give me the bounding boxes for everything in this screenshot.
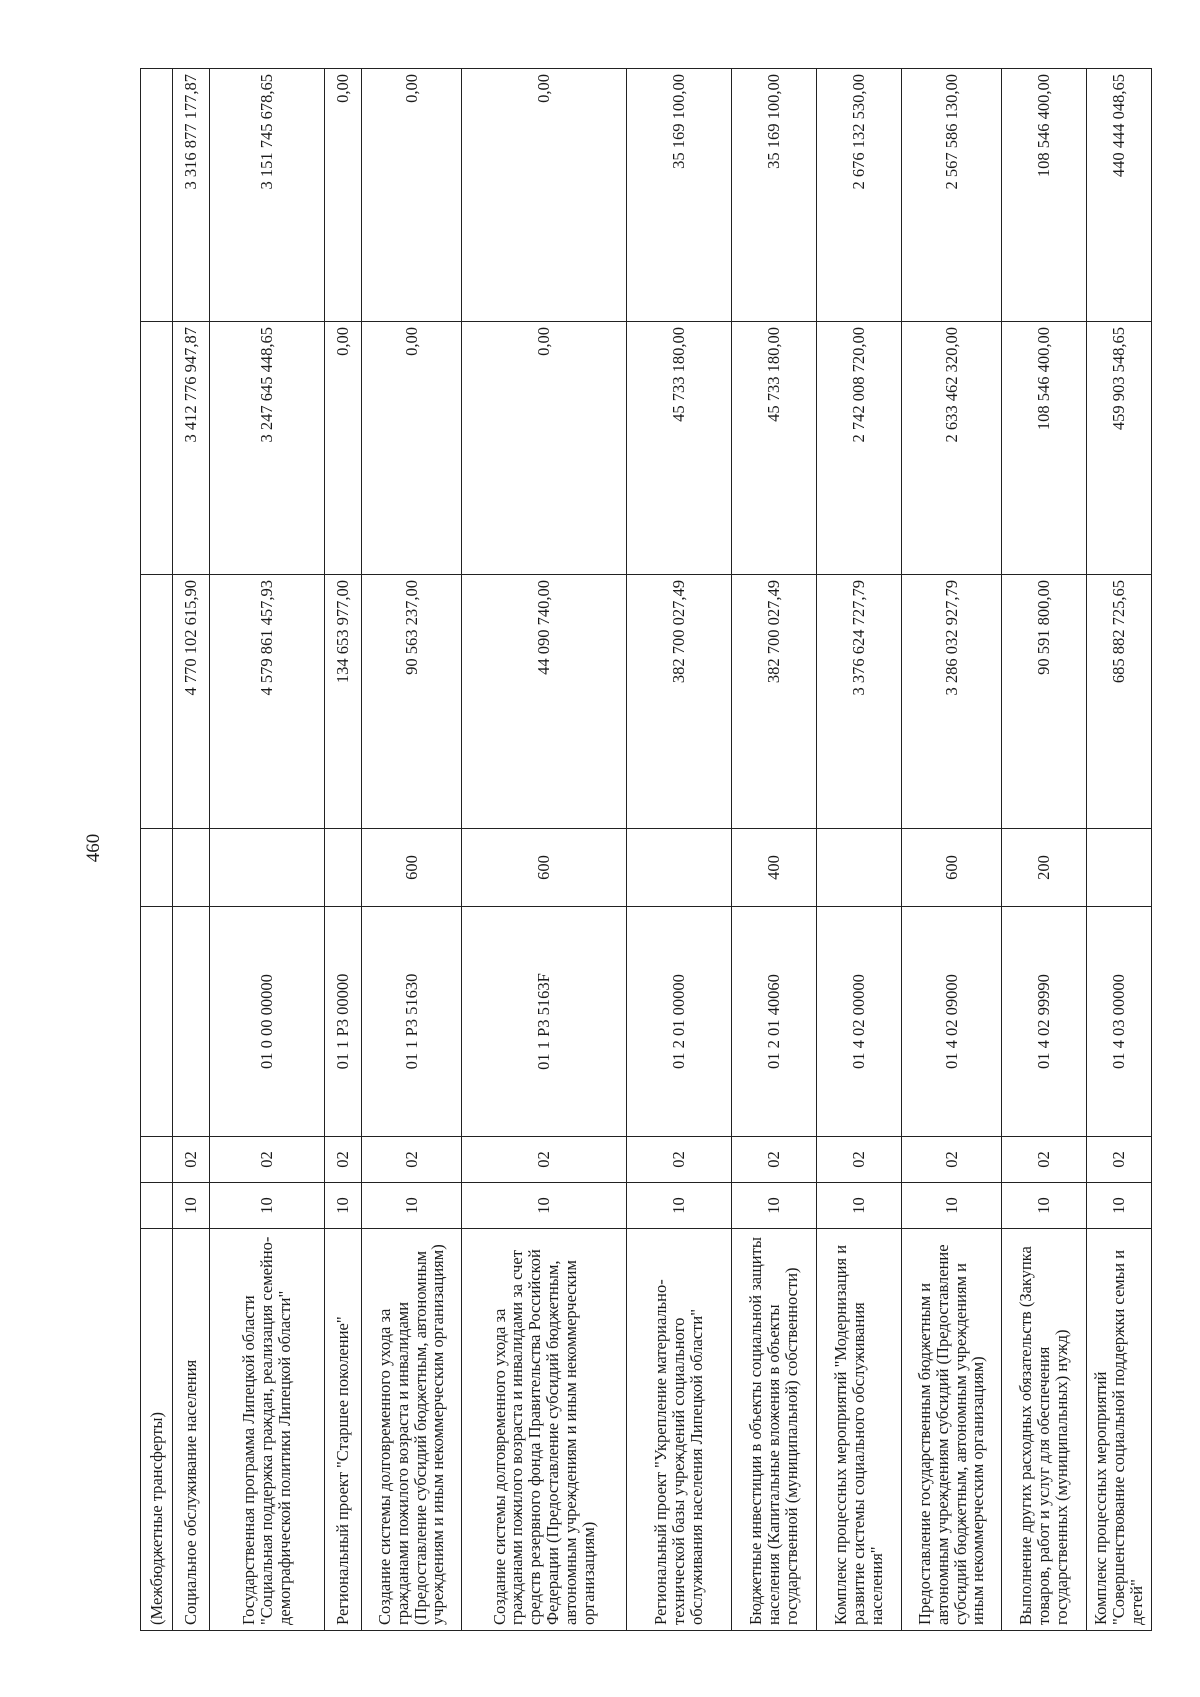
row-amount-year-2: 45 733 180,00 bbox=[732, 322, 817, 575]
row-amount-year-3: 0,00 bbox=[462, 69, 627, 322]
budget-table bbox=[140, 68, 1152, 1631]
row-expense-type bbox=[173, 829, 210, 907]
table-row bbox=[732, 69, 817, 1631]
row-amount-year-1: 134 653 977,00 bbox=[325, 575, 362, 829]
row-amount-year-1: 382 700 027,49 bbox=[627, 575, 732, 829]
table-row bbox=[627, 69, 732, 1631]
row-subsection-code: 02 bbox=[325, 1137, 362, 1183]
row-subsection-code: 02 bbox=[817, 1137, 902, 1183]
row-amount-year-3: 440 444 048,65 bbox=[1087, 69, 1152, 322]
row-subsection-code: 02 bbox=[1087, 1137, 1152, 1183]
row-target-code: 01 4 03 00000 bbox=[1087, 907, 1152, 1137]
row-amount-year-2: 0,00 bbox=[462, 322, 627, 575]
row-amount-year-1: 3 376 624 727,79 bbox=[817, 575, 902, 829]
row-name: (Межбюджетные трансферты) bbox=[141, 1229, 173, 1631]
row-amount-year-3 bbox=[141, 69, 173, 322]
row-subsection-code: 02 bbox=[732, 1137, 817, 1183]
row-amount-year-3: 0,00 bbox=[362, 69, 462, 322]
row-target-code: 01 4 02 00000 bbox=[817, 907, 902, 1137]
row-amount-year-2: 2 742 008 720,00 bbox=[817, 322, 902, 575]
row-name: Комплекс процессных мероприятий "Совершенствование социальной поддержки семьи и детей" bbox=[1087, 1229, 1152, 1631]
row-subsection-code: 02 bbox=[1002, 1137, 1087, 1183]
table-row bbox=[1002, 69, 1087, 1631]
row-amount-year-2: 108 546 400,00 bbox=[1002, 322, 1087, 575]
budget-table-body bbox=[141, 69, 1152, 1631]
table-row bbox=[1087, 69, 1152, 1631]
row-amount-year-3: 2 567 586 130,00 bbox=[902, 69, 1002, 322]
row-subsection-code bbox=[141, 1137, 173, 1183]
row-amount-year-2: 0,00 bbox=[325, 322, 362, 575]
row-amount-year-1: 382 700 027,49 bbox=[732, 575, 817, 829]
row-section-code: 10 bbox=[817, 1183, 902, 1229]
row-amount-year-3: 3 316 877 177,87 bbox=[173, 69, 210, 322]
row-name: Предоставление государственным бюджетным и автономным учреждениям субсидий (Предоставление субсидий бюджетным, автономным учреждениям и иным некоммерческим организациям) bbox=[902, 1229, 1002, 1631]
row-amount-year-3: 0,00 bbox=[325, 69, 362, 322]
row-section-code bbox=[141, 1183, 173, 1229]
row-target-code: 01 1 P3 00000 bbox=[325, 907, 362, 1137]
row-amount-year-2: 3 247 645 448,65 bbox=[210, 322, 325, 575]
row-subsection-code: 02 bbox=[902, 1137, 1002, 1183]
row-amount-year-3: 3 151 745 678,65 bbox=[210, 69, 325, 322]
row-name: Комплекс процессных мероприятий "Модернизация и развитие системы социального обслуживания населения" bbox=[817, 1229, 902, 1631]
row-section-code: 10 bbox=[462, 1183, 627, 1229]
row-amount-year-2 bbox=[141, 322, 173, 575]
row-name: Выполнение других расходных обязательств (Закупка товаров, работ и услуг для обеспечения государственных (муниципальных) нужд) bbox=[1002, 1229, 1087, 1631]
table-row bbox=[817, 69, 902, 1631]
row-section-code: 10 bbox=[1002, 1183, 1087, 1229]
row-amount-year-1: 90 591 800,00 bbox=[1002, 575, 1087, 829]
row-name: Бюджетные инвестиции в объекты социальной защиты населения (Капитальные вложения в объекты государственной (муниципальной) собственности) bbox=[732, 1229, 817, 1631]
row-amount-year-3: 35 169 100,00 bbox=[732, 69, 817, 322]
table-row bbox=[325, 69, 362, 1631]
row-section-code: 10 bbox=[902, 1183, 1002, 1229]
row-section-code: 10 bbox=[325, 1183, 362, 1229]
row-amount-year-1: 685 882 725,65 bbox=[1087, 575, 1152, 829]
row-target-code: 01 1 P3 5163F bbox=[462, 907, 627, 1137]
row-subsection-code: 02 bbox=[362, 1137, 462, 1183]
row-name: Создание системы долговременного ухода за гражданами пожилого возраста и инвалидами за счет средств резервного фонда Правительства Российской Федерации (Предоставление субсидий бюджетным, автономным учреждениям и иным некоммерческим организациям) bbox=[462, 1229, 627, 1631]
row-expense-type: 600 bbox=[362, 829, 462, 907]
row-subsection-code: 02 bbox=[627, 1137, 732, 1183]
row-expense-type bbox=[141, 829, 173, 907]
row-target-code: 01 2 01 40060 bbox=[732, 907, 817, 1137]
row-target-code: 01 1 P3 51630 bbox=[362, 907, 462, 1137]
row-amount-year-2: 459 903 548,65 bbox=[1087, 322, 1152, 575]
row-amount-year-1 bbox=[141, 575, 173, 829]
row-section-code: 10 bbox=[732, 1183, 817, 1229]
table-row bbox=[902, 69, 1002, 1631]
row-expense-type: 400 bbox=[732, 829, 817, 907]
row-amount-year-1: 4 770 102 615,90 bbox=[173, 575, 210, 829]
row-amount-year-3: 2 676 132 530,00 bbox=[817, 69, 902, 322]
row-section-code: 10 bbox=[173, 1183, 210, 1229]
row-expense-type bbox=[325, 829, 362, 907]
row-target-code bbox=[141, 907, 173, 1137]
row-subsection-code: 02 bbox=[173, 1137, 210, 1183]
row-section-code: 10 bbox=[627, 1183, 732, 1229]
row-name: Социальное обслуживание населения bbox=[173, 1229, 210, 1631]
row-amount-year-3: 108 546 400,00 bbox=[1002, 69, 1087, 322]
row-expense-type: 600 bbox=[462, 829, 627, 907]
table-row bbox=[173, 69, 210, 1631]
row-amount-year-1: 4 579 861 457,93 bbox=[210, 575, 325, 829]
row-subsection-code: 02 bbox=[210, 1137, 325, 1183]
table-row bbox=[210, 69, 325, 1631]
row-name: Региональный проект "Старшее поколение" bbox=[325, 1229, 362, 1631]
row-target-code bbox=[173, 907, 210, 1137]
row-section-code: 10 bbox=[362, 1183, 462, 1229]
row-name: Государственная программа Липецкой области "Социальная поддержка граждан, реализация семейно-демографической политики Липецкой области" bbox=[210, 1229, 325, 1631]
row-expense-type bbox=[817, 829, 902, 907]
row-amount-year-1: 3 286 032 927,79 bbox=[902, 575, 1002, 829]
row-subsection-code: 02 bbox=[462, 1137, 627, 1183]
row-target-code: 01 4 02 99990 bbox=[1002, 907, 1087, 1137]
page-number: 460 bbox=[83, 833, 104, 863]
row-target-code: 01 2 01 00000 bbox=[627, 907, 732, 1137]
row-expense-type bbox=[1087, 829, 1152, 907]
row-amount-year-2: 0,00 bbox=[362, 322, 462, 575]
table-row bbox=[141, 69, 173, 1631]
table-row bbox=[462, 69, 627, 1631]
row-target-code: 01 4 02 09000 bbox=[902, 907, 1002, 1137]
row-amount-year-3: 35 169 100,00 bbox=[627, 69, 732, 322]
budget-table-rotated bbox=[140, 69, 1146, 1631]
row-expense-type: 200 bbox=[1002, 829, 1087, 907]
row-amount-year-1: 90 563 237,00 bbox=[362, 575, 462, 829]
row-target-code: 01 0 00 00000 bbox=[210, 907, 325, 1137]
row-expense-type bbox=[210, 829, 325, 907]
row-amount-year-1: 44 090 740,00 bbox=[462, 575, 627, 829]
row-amount-year-2: 2 633 462 320,00 bbox=[902, 322, 1002, 575]
row-name: Региональный проект "Укрепление материально-технической базы учреждений социального обслуживания населения Липецкой области" bbox=[627, 1229, 732, 1631]
row-name: Создание системы долговременного ухода за гражданами пожилого возраста и инвалидами (Предоставление субсидий бюджетным, автономным учреждениям и иным некоммерческим организациям) bbox=[362, 1229, 462, 1631]
row-expense-type bbox=[627, 829, 732, 907]
row-section-code: 10 bbox=[1087, 1183, 1152, 1229]
row-expense-type: 600 bbox=[902, 829, 1002, 907]
row-section-code: 10 bbox=[210, 1183, 325, 1229]
row-amount-year-2: 45 733 180,00 bbox=[627, 322, 732, 575]
table-row bbox=[362, 69, 462, 1631]
row-amount-year-2: 3 412 776 947,87 bbox=[173, 322, 210, 575]
